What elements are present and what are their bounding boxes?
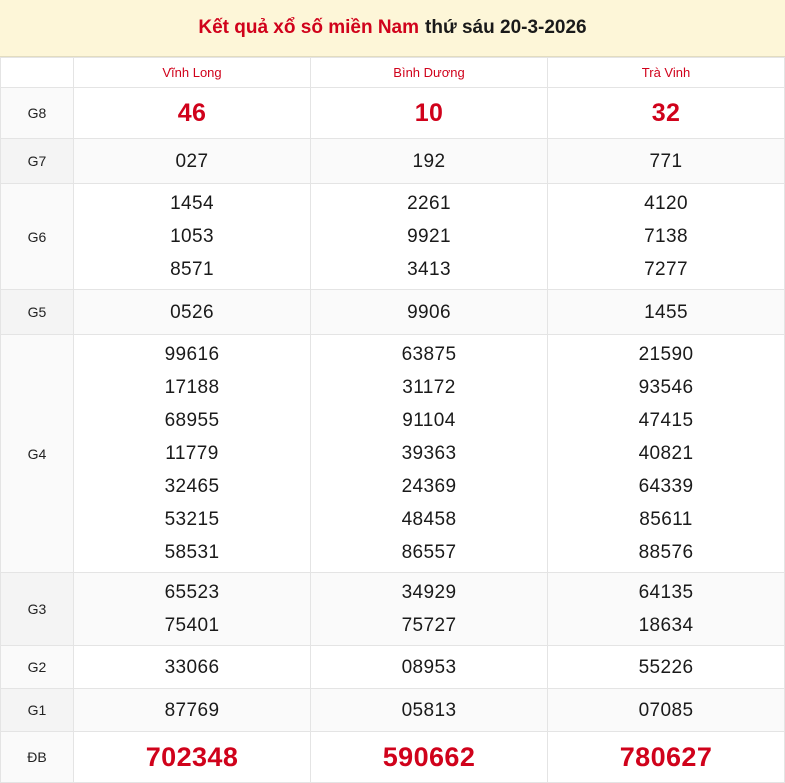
- prize-cell: [311, 573, 548, 646]
- prize-number: 53215: [164, 509, 220, 530]
- table-row: [1, 573, 785, 646]
- prize-number: 0526: [170, 301, 214, 323]
- prize-cell: [74, 732, 311, 783]
- prize-cell: [74, 573, 311, 646]
- prize-cell: [74, 139, 311, 184]
- prize-number: 027: [175, 150, 209, 172]
- results-table: [0, 57, 785, 783]
- prize-cell: [311, 139, 548, 184]
- prize-number: 91104: [402, 410, 456, 431]
- table-row: [1, 689, 785, 732]
- prize-number: 1053: [170, 226, 214, 247]
- prize-number: 18634: [638, 615, 694, 636]
- prize-number: 85611: [639, 509, 693, 530]
- prize-number: 7138: [644, 226, 688, 247]
- prize-cell: [311, 290, 548, 335]
- prize-cell: [74, 290, 311, 335]
- prize-number: 08953: [401, 656, 457, 678]
- prize-cell: [548, 689, 785, 732]
- prize-number: 88576: [638, 542, 694, 563]
- prize-label: G6: [1, 184, 74, 290]
- corner-header: [1, 58, 74, 88]
- prize-number: 05813: [401, 699, 457, 721]
- prize-number: 32465: [164, 476, 220, 497]
- prize-label: G1: [1, 689, 74, 732]
- prize-number: 55226: [638, 656, 694, 678]
- prize-cell: [74, 184, 311, 290]
- table-row: [1, 335, 785, 573]
- prize-number: 192: [412, 150, 446, 172]
- prize-number: 1454: [170, 193, 214, 214]
- prize-cell: [311, 732, 548, 783]
- prize-number: 64135: [638, 582, 694, 603]
- province-header-1: Bình Dương: [311, 58, 548, 88]
- prize-cell: [548, 184, 785, 290]
- prize-number: 99616: [164, 344, 220, 365]
- prize-number: 75401: [164, 615, 220, 636]
- results-table-body: [1, 88, 785, 783]
- prize-cell: [74, 689, 311, 732]
- province-header-0: Vĩnh Long: [74, 58, 311, 88]
- prize-number: 93546: [638, 377, 694, 398]
- prize-number: 32: [651, 99, 681, 127]
- prize-number: 75727: [401, 615, 457, 636]
- prize-number: 87769: [164, 699, 220, 721]
- table-row: [1, 646, 785, 689]
- table-row: [1, 139, 785, 184]
- prize-label: G8: [1, 88, 74, 139]
- prize-label: G7: [1, 139, 74, 184]
- prize-cell: [311, 335, 548, 573]
- prize-cell: [311, 184, 548, 290]
- province-header-row: [1, 58, 785, 88]
- prize-cell: [548, 732, 785, 783]
- page-title: [0, 0, 785, 57]
- prize-number: 24369: [401, 476, 457, 497]
- prize-label: G2: [1, 646, 74, 689]
- prize-number: 48458: [401, 509, 457, 530]
- prize-cell: [548, 335, 785, 573]
- prize-number: 63875: [401, 344, 457, 365]
- prize-number: 7277: [644, 259, 688, 280]
- page-title-date: thứ sáu 20-3-2026: [425, 17, 587, 38]
- prize-number: 65523: [164, 582, 220, 603]
- prize-cell: [311, 88, 548, 139]
- page-title-region: Kết quả xổ số miền Nam: [198, 17, 420, 38]
- province-header-2: Trà Vinh: [548, 58, 785, 88]
- table-row: [1, 88, 785, 139]
- prize-number: 3413: [407, 259, 451, 280]
- results-table-head: [1, 58, 785, 88]
- prize-number: 702348: [145, 742, 239, 772]
- prize-number: 31172: [402, 377, 456, 398]
- prize-number: 46: [177, 99, 207, 127]
- prize-cell: [74, 335, 311, 573]
- prize-number: 9906: [407, 301, 451, 323]
- prize-number: 780627: [619, 742, 713, 772]
- prize-number: 1455: [644, 301, 688, 323]
- prize-cell: [548, 573, 785, 646]
- prize-number: 40821: [638, 443, 694, 464]
- table-row: [1, 290, 785, 335]
- prize-number: 10: [414, 99, 444, 127]
- prize-number: 47415: [638, 410, 694, 431]
- prize-label: G3: [1, 573, 74, 646]
- prize-number: 4120: [644, 193, 688, 214]
- prize-number: 590662: [382, 742, 476, 772]
- prize-number: 11779: [165, 443, 219, 464]
- prize-number: 86557: [401, 542, 457, 563]
- prize-number: 9921: [407, 226, 451, 247]
- prize-number: 771: [649, 150, 683, 172]
- prize-label: ĐB: [1, 732, 74, 783]
- prize-number: 07085: [638, 699, 694, 721]
- table-row: [1, 732, 785, 783]
- prize-label: G5: [1, 290, 74, 335]
- prize-number: 17188: [164, 377, 220, 398]
- prize-cell: [311, 646, 548, 689]
- prize-label: G4: [1, 335, 74, 573]
- prize-number: 68955: [164, 410, 220, 431]
- prize-number: 34929: [401, 582, 457, 603]
- prize-cell: [311, 689, 548, 732]
- prize-cell: [548, 646, 785, 689]
- prize-number: 8571: [170, 259, 214, 280]
- prize-number: 21590: [638, 344, 694, 365]
- prize-cell: [548, 139, 785, 184]
- prize-number: 58531: [164, 542, 220, 563]
- prize-number: 2261: [407, 193, 451, 214]
- prize-number: 39363: [401, 443, 457, 464]
- prize-cell: [74, 646, 311, 689]
- prize-cell: [548, 290, 785, 335]
- prize-cell: [548, 88, 785, 139]
- table-row: [1, 184, 785, 290]
- prize-cell: [74, 88, 311, 139]
- prize-number: 64339: [638, 476, 694, 497]
- prize-number: 33066: [164, 656, 220, 678]
